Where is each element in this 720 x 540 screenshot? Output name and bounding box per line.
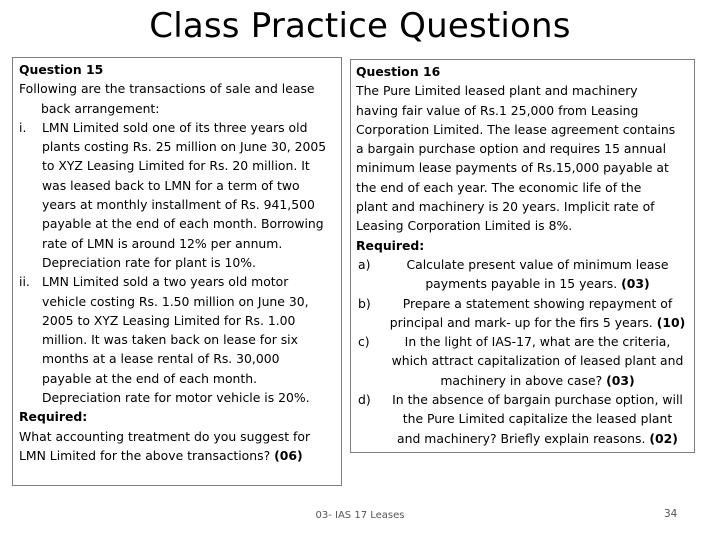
part-c-line-2: which attract capitalization of leased plant and bbox=[391, 353, 684, 369]
part-d-line-3 bbox=[385, 429, 690, 448]
item-i-line: LMN Limited sold one of its three years old bbox=[42, 119, 308, 135]
required-line-2-text: LMN Limited for the above transactions? bbox=[19, 447, 271, 463]
footer-title: 03- IAS 17 Leases bbox=[315, 510, 405, 521]
part-a-marker: a) bbox=[358, 256, 371, 272]
item-ii-marker: ii. bbox=[19, 274, 30, 290]
item-i-line: was leased back to LMN for a term of two bbox=[42, 177, 300, 193]
question-16-intro-line: Leasing Corporation Limited is 8%. bbox=[356, 218, 573, 234]
item-ii-line: Depreciation rate for motor vehicle is 20%. bbox=[42, 390, 310, 406]
question-15-item-i bbox=[19, 118, 337, 272]
question-15-required-line-2 bbox=[19, 446, 337, 465]
question-15-required-label: Required: bbox=[19, 409, 88, 425]
question-15-marks: (06) bbox=[274, 447, 303, 463]
question-16-intro-line: plant and machinery is 20 years. Implicit rate of bbox=[356, 199, 655, 215]
part-d-marker: d) bbox=[358, 392, 371, 408]
question-16-intro-line: the end of each year. The economic life of the bbox=[356, 179, 642, 195]
question-16-required-label: Required: bbox=[356, 237, 425, 253]
item-i-marker: i. bbox=[19, 119, 27, 135]
part-d-line-1: In the absence of bargain purchase option, will bbox=[392, 392, 683, 408]
item-i-line: payable at the end of each month. Borrowing bbox=[42, 216, 324, 232]
part-a-line-1: Calculate present value of minimum lease bbox=[406, 256, 669, 272]
item-ii-line: vehicle costing Rs. 1.50 million on June 30, bbox=[42, 293, 309, 309]
part-d-line-3-text: and machinery? Briefly explain reasons. bbox=[397, 430, 646, 446]
part-c-line-1: In the light of IAS-17, what are the criteria, bbox=[404, 334, 671, 350]
question-16-intro-line: The Pure Limited leased plant and machinery bbox=[356, 83, 638, 99]
question-16-heading: Question 16 bbox=[356, 64, 441, 79]
question-15-intro-line-1: Following are the transactions of sale and lease bbox=[19, 81, 315, 97]
question-16-part-d bbox=[356, 390, 690, 448]
item-ii-line: 2005 to XYZ Leasing Limited for Rs. 1.00 bbox=[42, 312, 296, 328]
item-ii-line: months at a lease rental of Rs. 30,000 bbox=[42, 351, 280, 367]
part-a-line-2 bbox=[385, 274, 690, 293]
part-b-marks: (10) bbox=[656, 314, 686, 330]
item-ii-line: LMN Limited sold a two years old motor bbox=[42, 274, 289, 290]
item-i-line: rate of LMN is around 12% per annum. bbox=[42, 235, 283, 251]
question-16-box bbox=[350, 59, 695, 453]
slide-title: Class Practice Questions bbox=[149, 6, 571, 46]
item-ii-line: payable at the end of each month. bbox=[42, 370, 258, 386]
question-16-part-b bbox=[356, 294, 690, 333]
question-15-intro-line-2: back arrangement: bbox=[41, 100, 160, 116]
question-16-intro-line: minimum lease payments of Rs.15,000 payable at bbox=[356, 160, 669, 176]
part-a-line-2-text: payments payable in 15 years. bbox=[425, 276, 618, 292]
question-16-intro-line: Corporation Limited. The lease agreement contains bbox=[356, 121, 676, 137]
part-c-line-3-text: machinery in above case? bbox=[440, 372, 603, 388]
question-15-item-ii bbox=[19, 272, 337, 407]
part-c-line-3 bbox=[385, 371, 690, 390]
part-b-line-2 bbox=[385, 313, 690, 332]
part-c-marks: (03) bbox=[606, 372, 635, 388]
item-i-line: plants costing Rs. 25 million on June 30, 2005 bbox=[42, 139, 327, 155]
part-d-marks: (02) bbox=[649, 430, 678, 446]
part-c-marker: c) bbox=[358, 334, 370, 350]
question-15-box bbox=[12, 57, 342, 486]
question-16-intro-line: having fair value of Rs.1 25,000 from Leasing bbox=[356, 102, 639, 118]
question-16-part-c bbox=[356, 332, 690, 390]
item-i-line: years at monthly installment of Rs. 941,500 bbox=[42, 197, 315, 213]
part-d-line-2: the Pure Limited capitalize the leased plant bbox=[402, 411, 673, 427]
part-b-line-2-text: principal and mark- up for the firs 5 years. bbox=[389, 314, 653, 330]
question-16-part-a bbox=[356, 255, 690, 294]
question-15-heading: Question 15 bbox=[19, 62, 104, 77]
item-i-line: to XYZ Leasing Limited for Rs. 20 million. It bbox=[42, 158, 310, 174]
question-15-required-line-1: What accounting treatment do you suggest for bbox=[19, 428, 311, 444]
question-16-intro-line: a bargain purchase option and requires 15 annual bbox=[356, 141, 667, 157]
part-b-marker: b) bbox=[358, 295, 371, 311]
item-ii-line: million. It was taken back on lease for six bbox=[42, 332, 298, 348]
item-i-line: Depreciation rate for plant is 10%. bbox=[42, 254, 256, 270]
page-number: 34 bbox=[664, 508, 678, 520]
part-b-line-1: Prepare a statement showing repayment of bbox=[402, 295, 673, 311]
part-a-marks: (03) bbox=[621, 276, 650, 292]
